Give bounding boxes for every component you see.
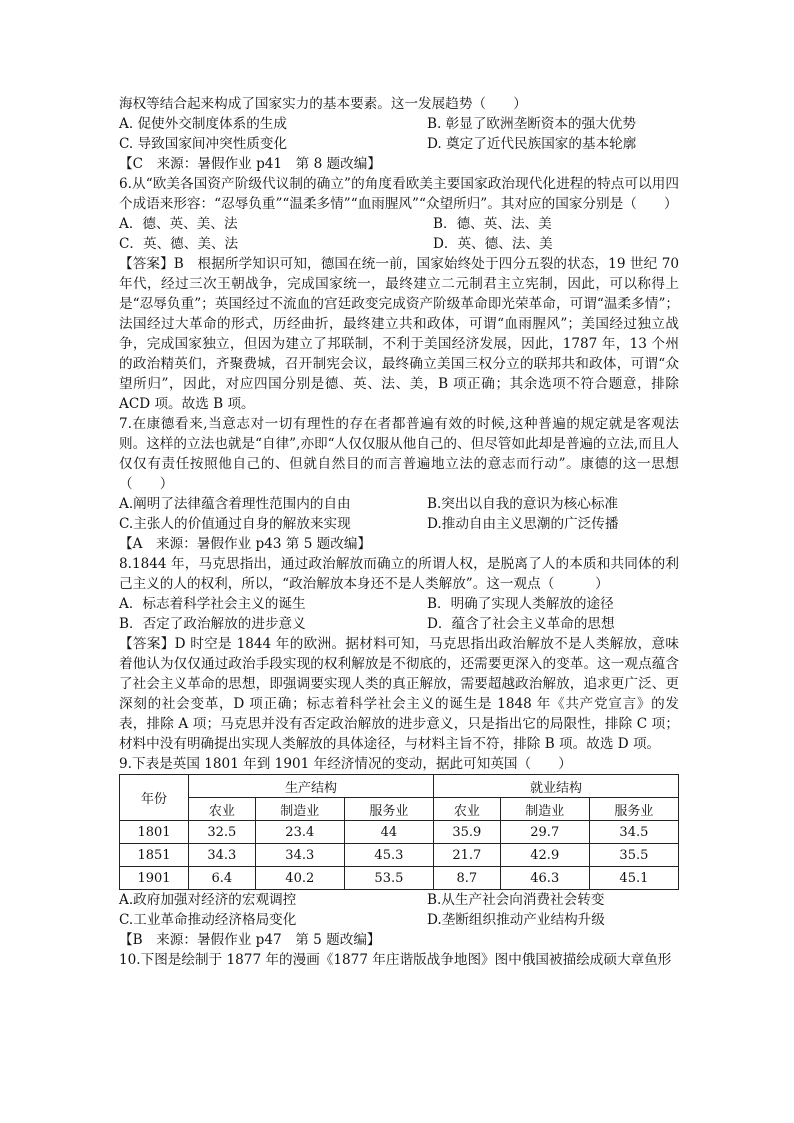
table-subheader: 服务业 <box>344 798 433 821</box>
q8-option-d: D．蕴含了社会主义革命的思想 <box>427 616 615 632</box>
table-cell: 21.7 <box>433 844 500 867</box>
table-row <box>120 821 679 844</box>
q9-option-a: A.政府加强对经济的宏观调控 <box>119 892 297 908</box>
table-header-employment: 就业结构 <box>433 775 678 798</box>
table-cell: 34.3 <box>255 844 344 867</box>
q7-stem: 7.在康德看来,当意志对一切有理性的存在者都普遍有效的时候,这种普遍的规定就是客观法则。这样的立法也就是“自律”,亦即“人仅仅服从他自己的、但尽管如此却是普遍的立法,而且人仅仅有责任按照他自己的、但就自然目的而言普遍地立法的意志而行动”。康德的这一思想（ ） <box>119 416 679 492</box>
q6-options-row-2 <box>119 234 679 254</box>
q5-options-row-2 <box>119 134 679 154</box>
q8-option-c: B．否定了政治解放的进步意义 <box>119 616 306 632</box>
table-cell: 23.4 <box>255 821 344 844</box>
table-cell: 53.5 <box>344 867 433 890</box>
table-header-year: 年份 <box>120 775 189 821</box>
q6-option-d: D．英、德、法、美 <box>433 236 553 252</box>
q10-stem: 10.下图是绘制于 1877 年的漫画《1877 年庄谐版战争地图》图中俄国被描绘成硕大章鱼形 <box>119 952 672 968</box>
q8-stem: 8.1844 年，马克思指出，通过政治解放而确立的所谓人权，是脱离了人的本质和共同体的利己主义的人的权利，所以，“政治解放本身还不是人类解放”。这一观点（ ） <box>119 556 679 592</box>
q6-option-c: C．英、德、美、法 <box>119 236 239 252</box>
q5-option-a: A. 促使外交制度体系的生成 <box>119 116 287 132</box>
q8-options-row-2 <box>119 614 679 634</box>
q7-options-row-2 <box>119 514 679 534</box>
table-cell: 32.5 <box>189 821 256 844</box>
q9-source: 【B 来源：暑假作业 p47 第 5 题改编】 <box>119 932 381 948</box>
q7-options-row-1 <box>119 494 679 514</box>
q7-option-b: B.突出以自我的意识为核心标准 <box>427 496 619 512</box>
q6-stem: 6.从“欧美各国资产阶级代议制的确立”的角度看欧美主要国家政治现代化进程的特点可以用四个成语来形容：“忍辱负重”“温柔多情”“血雨腥风”“众望所归”。其对应的国家分别是（ ） <box>119 176 679 212</box>
table-cell: 6.4 <box>189 867 256 890</box>
table-cell: 40.2 <box>255 867 344 890</box>
table-cell: 46.3 <box>500 867 589 890</box>
q6-option-a: A．德、英、美、法 <box>119 216 238 232</box>
table-subheader: 制造业 <box>500 798 589 821</box>
q6-option-b: B．德、英、法、美 <box>433 216 552 232</box>
q7-source: 【A 来源：暑假作业 p43 第 5 题改编】 <box>119 536 372 552</box>
q5-option-d: D. 奠定了近代民族国家的基本轮廓 <box>427 136 637 152</box>
q8-options-row-1 <box>119 594 679 614</box>
table-cell: 35.9 <box>433 821 500 844</box>
table-cell: 29.7 <box>500 821 589 844</box>
table-cell-year: 1901 <box>120 867 189 890</box>
table-cell: 34.3 <box>189 844 256 867</box>
q9-option-b: B.从生产社会向消费社会转变 <box>427 892 605 908</box>
table-row <box>120 844 679 867</box>
q9-option-c: C.工业革命推动经济格局变化 <box>119 912 297 928</box>
q6-answer: 【答案】B 根据所学知识可知，德国在统一前，国家始终处于四分五裂的状态，19 世纪 70 年代，经过三次王朝战争，完成国家统一，最终建立二元制君主立宪制，因此，可以称得上是“忍辱负重”；英国经过不流血的宫廷政变完成资产阶级革命即光荣革命，可谓“温柔多情”；法国经过大革命的形式，历经曲折，最终建立共和政体，可谓“血雨腥风”；美国经过独立战争，完成国家独立，但因为建立了邦联制，不利于美国经济发展，因此，1787 年，13 个州的政治精英们，齐聚费城，召开制宪会议，最终确立美国三权分立的联邦共和政体，可谓“众望所归”，因此，对应四国分别是德、英、法、美，B 项正确；其余选项不符合题意，排除 ACD 项。故选 B 项。 <box>119 256 679 412</box>
table-subheader: 服务业 <box>589 798 678 821</box>
q7-option-d: D.推动自由主义思潮的广泛传播 <box>427 516 619 532</box>
q9-options-row-1 <box>119 890 679 910</box>
q7-option-c: C.主张人的价值通过自身的解放来实现 <box>119 516 351 532</box>
q9-options-row-2 <box>119 910 679 930</box>
q5-options-row-1 <box>119 114 679 134</box>
table-subheader: 农业 <box>433 798 500 821</box>
q5-source: 【C 来源：暑假作业 p41 第 8 题改编】 <box>119 156 381 172</box>
table-cell-year: 1851 <box>120 844 189 867</box>
q9-option-d: D.垄断组织推动产业结构升级 <box>427 912 605 928</box>
q7-option-a: A.阐明了法律蕴含着理性范围内的自由 <box>119 496 351 512</box>
table-cell: 34.5 <box>589 821 678 844</box>
table-cell: 35.5 <box>589 844 678 867</box>
table-row <box>120 867 679 890</box>
economy-table <box>119 774 679 890</box>
table-subheader: 制造业 <box>255 798 344 821</box>
document-page <box>119 94 679 970</box>
table-cell: 44 <box>344 821 433 844</box>
q5-option-c: C. 导致国家间冲突性质变化 <box>119 136 288 152</box>
table-cell: 8.7 <box>433 867 500 890</box>
table-cell: 42.9 <box>500 844 589 867</box>
q8-option-a: A．标志着科学社会主义的诞生 <box>119 596 306 612</box>
q5-option-b: B. 彰显了欧洲垄断资本的强大优势 <box>427 116 636 132</box>
q6-options-row-1 <box>119 214 679 234</box>
table-cell: 45.3 <box>344 844 433 867</box>
table-header-production: 生产结构 <box>189 775 434 798</box>
table-cell-year: 1801 <box>120 821 189 844</box>
q9-stem: 9.下表是英国 1801 年到 1901 年经济情况的变动，据此可知英国（ ） <box>119 756 572 772</box>
q5-stem-tail: 海权等结合起来构成了国家实力的基本要素。这一发展趋势（ ） <box>119 96 527 112</box>
table-cell: 45.1 <box>589 867 678 890</box>
table-subheader: 农业 <box>189 798 256 821</box>
q8-answer: 【答案】D 时空是 1844 年的欧洲。据材料可知，马克思指出政治解放不是人类解放，意味着他认为仅仅通过政治手段实现的权利解放是不彻底的，还需要更深入的变革。这一观点蕴含了社会主义革命的思想，即强调要实现人类的真正解放，需要超越政治解放，追求更广泛、更深刻的社会变革，D 项正确；标志着科学社会主义的诞生是 1848 年《共产党宣言》的发表，排除 A 项；马克思并没有否定政治解放的进步意义，只是指出它的局限性，排除 C 项；材料中没有明确提出实现人类解放的具体途径，与材料主旨不符，排除 B 项。故选 D 项。 <box>119 636 679 752</box>
q8-option-b: B．明确了实现人类解放的途径 <box>427 596 614 612</box>
